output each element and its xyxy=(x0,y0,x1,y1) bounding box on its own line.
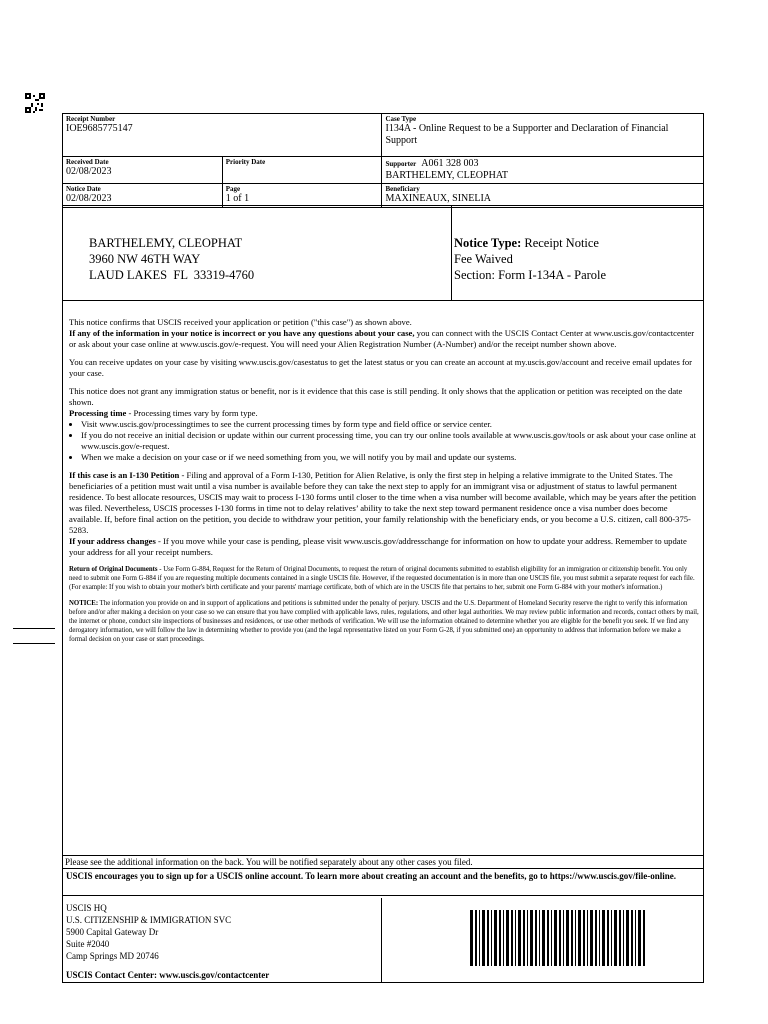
paragraph-address-change xyxy=(69,536,699,558)
paragraph-notice xyxy=(69,599,699,644)
notice-date: 02/08/2023 xyxy=(66,193,112,204)
address-change-text: - If you move while your case is pending, please visit www.uscis.gov/addresschange for information on how to update your address. Remember to update your address for all your receipt numbers. xyxy=(69,536,687,557)
questions-bold: If any of the information in your notice is incorrect or you have any questions about your case, xyxy=(69,328,415,338)
confirmation-text: This notice confirms that USCIS received your application or petition ("this case") as shown above. xyxy=(69,317,412,327)
page-cell xyxy=(222,184,382,208)
barcode-icon xyxy=(470,910,646,966)
received-date: 02/08/2023 xyxy=(66,166,112,177)
i130-bold: If this case is an I-130 Petition xyxy=(69,470,180,480)
priority-date-label: Priority Date xyxy=(225,158,266,166)
fold-mark xyxy=(13,643,55,644)
notice-date-cell xyxy=(63,184,223,208)
list-item: • If you do not receive an initial decision or update within our current processing time, you can try our online tools available at www.uscis.gov/tools or ask about your case online at www.uscis.gov/e-request. xyxy=(81,430,699,452)
supporter-cell xyxy=(382,157,704,184)
received-date-label: Received Date xyxy=(66,158,109,166)
paragraph-updates: You can receive updates on your case by visiting www.uscis.gov/casestatus to get the latest status or you can create an account at my.uscis.gov/account and receive email updates for your case. xyxy=(69,357,693,378)
fee-status: Fee Waived xyxy=(454,252,513,266)
notice-body xyxy=(69,317,699,651)
office-line: U.S. CITIZENSHIP & IMMIGRATION SVC xyxy=(66,915,232,925)
qr-code-icon xyxy=(25,93,45,113)
notice-type-label: Notice Type: xyxy=(454,236,522,250)
online-account-note: USCIS encourages you to sign up for a USCIS online account. To learn more about creating an account and the benefits, go to https://www.uscis.gov/file-online. xyxy=(62,868,704,896)
receipt-number: IOE9685775147 xyxy=(66,123,133,134)
office-line: Suite #2040 xyxy=(66,939,110,949)
case-type-cell xyxy=(382,114,704,157)
case-type: I134A - Online Request to be a Supporter and Declaration of Financial Support xyxy=(385,123,669,146)
beneficiary: MAXINEAUX, SINELIA xyxy=(385,193,492,204)
case-type-label: Case Type xyxy=(385,115,417,123)
received-date-cell xyxy=(63,157,223,184)
list-item: • When we make a decision on your case or if we need something from you, we will notify you by mail and update our systems. xyxy=(81,452,699,463)
processing-list xyxy=(69,419,699,463)
address-name: BARTHELEMY, CLEOPHAT xyxy=(89,236,243,250)
i130-text: - Filing and approval of a Form I-130, Petition for Alien Relative, is only the first step in helping a relative immigrate to the United States. The beneficiaries of a petition must wait until a visa number is available before they can take the next step to apply for an immigrant visa or adjustment of status to lawful permanent residence. To best allocate resources, USCIS may wait to process I-130 forms until closer to the time when a visa number will become available, which may be years after the petition was filed. Nevertheless, USCIS processes I-130 forms in time not to delay relatives’ ability to take the next step toward permanent residence once a visa number does become available. If, before final action on the petition, you decide to withdraw your petition, your family relationship with the beneficiary ends, or you become a U.S. citizen, call 800-375-5283. xyxy=(69,470,697,535)
receipt-number-label: Receipt Number xyxy=(66,115,116,123)
footer-divider xyxy=(381,898,382,983)
contact-center: USCIS Contact Center: www.uscis.gov/contactcenter xyxy=(66,970,270,980)
form-section: Section: Form I-134A - Parole xyxy=(454,268,607,282)
list-item: • Visit www.uscis.gov/processingtimes to see the current processing times by form type and field office or service center. xyxy=(81,419,699,430)
beneficiary-label: Beneficiary xyxy=(385,185,420,193)
address-divider xyxy=(451,205,452,301)
page-number: 1 of 1 xyxy=(225,193,250,204)
back-note: Please see the additional information on the back. You will be notified separately about any other cases you filed. xyxy=(62,855,704,868)
receipt-number-cell xyxy=(63,114,382,157)
priority-date-cell xyxy=(222,157,382,184)
notice-info xyxy=(454,235,606,283)
fold-mark xyxy=(13,628,55,629)
beneficiary-cell xyxy=(382,184,704,208)
paragraph-confirmation xyxy=(69,317,699,350)
supporter-anumber: A061 328 003 xyxy=(421,158,479,169)
paragraph-return-documents xyxy=(69,565,699,592)
notice-bold: NOTICE: xyxy=(69,600,99,607)
processing-time xyxy=(69,408,699,419)
processing-text: - Processing times vary by form type. xyxy=(126,408,258,418)
paragraph-i130 xyxy=(69,470,699,536)
processing-bold: Processing time xyxy=(69,408,127,418)
supporter-name: BARTHELEMY, CLEOPHAT xyxy=(385,170,509,181)
address-change-bold: If your address changes xyxy=(69,536,156,546)
notice-type: Receipt Notice xyxy=(524,236,599,250)
supporter-label: Supporter xyxy=(385,160,417,168)
office-line: USCIS HQ xyxy=(66,903,107,913)
page-label: Page xyxy=(225,185,241,193)
notice-text: The information you provide on and in support of applications and petitions is submitted under the penalty of perjury. USCIS and the U.S. Department of Homeland Security reserve the right to verify this information before and/or after making a decision on your case so we can ensure that you have complied with applicable laws, rules, regulations, and other legal authorities. We may review public information and records, contact others by mail, the internet or phone, conduct site inspections of businesses and residences, or use other methods of verification. We will use the information obtained to determine whether you are eligible for the benefit you seek. If we find any derogatory information, we will follow the law in determining whether to provide you (and the legal representative listed on your Form G-28, if you submitted one) an opportunity to address that information before we make a formal decision on your case or start proceedings. xyxy=(69,600,699,643)
address-line1: 3960 NW 46TH WAY xyxy=(89,252,201,266)
return-text: - Use Form G-884, Request for the Return of Original Documents, to request the return of original documents submitted to establish eligibility for an immigration or citizenship benefit. You only need to submit one Form G-884 if you are requesting multiple documents contained in a single USCIS file. However, if the requested documentation is in more than one USCIS file, you must submit a separate request for each file. (For example: If you wish to obtain your mother's birth certificate and your parents' marriage certificate, both of which are in the USCIS file that pertains to her, submit one Form G-884 with your mother's information.) xyxy=(69,566,695,591)
mailing-address xyxy=(89,235,254,283)
case-header-table xyxy=(62,113,704,208)
questions-text: you can connect with the USCIS Contact Center at www.uscis.gov/contactcenter or ask about your case online at www.uscis.gov/e-request. You will need your Alien Registration Number (A-Number) and/or the receipt number shown above. xyxy=(69,328,695,349)
office-line: 5900 Capital Gateway Dr xyxy=(66,927,159,937)
notice-date-label: Notice Date xyxy=(66,185,101,193)
office-address xyxy=(66,902,231,962)
paragraph-status: This notice does not grant any immigration status or benefit, nor is it evidence that this case is still pending. It only shows that the application or petition was receipted on the date shown. xyxy=(69,386,683,407)
return-bold: Return of Original Documents xyxy=(69,566,158,573)
office-line: Camp Springs MD 20746 xyxy=(66,951,159,961)
address-line2: LAUD LAKES FL 33319-4760 xyxy=(89,268,255,282)
